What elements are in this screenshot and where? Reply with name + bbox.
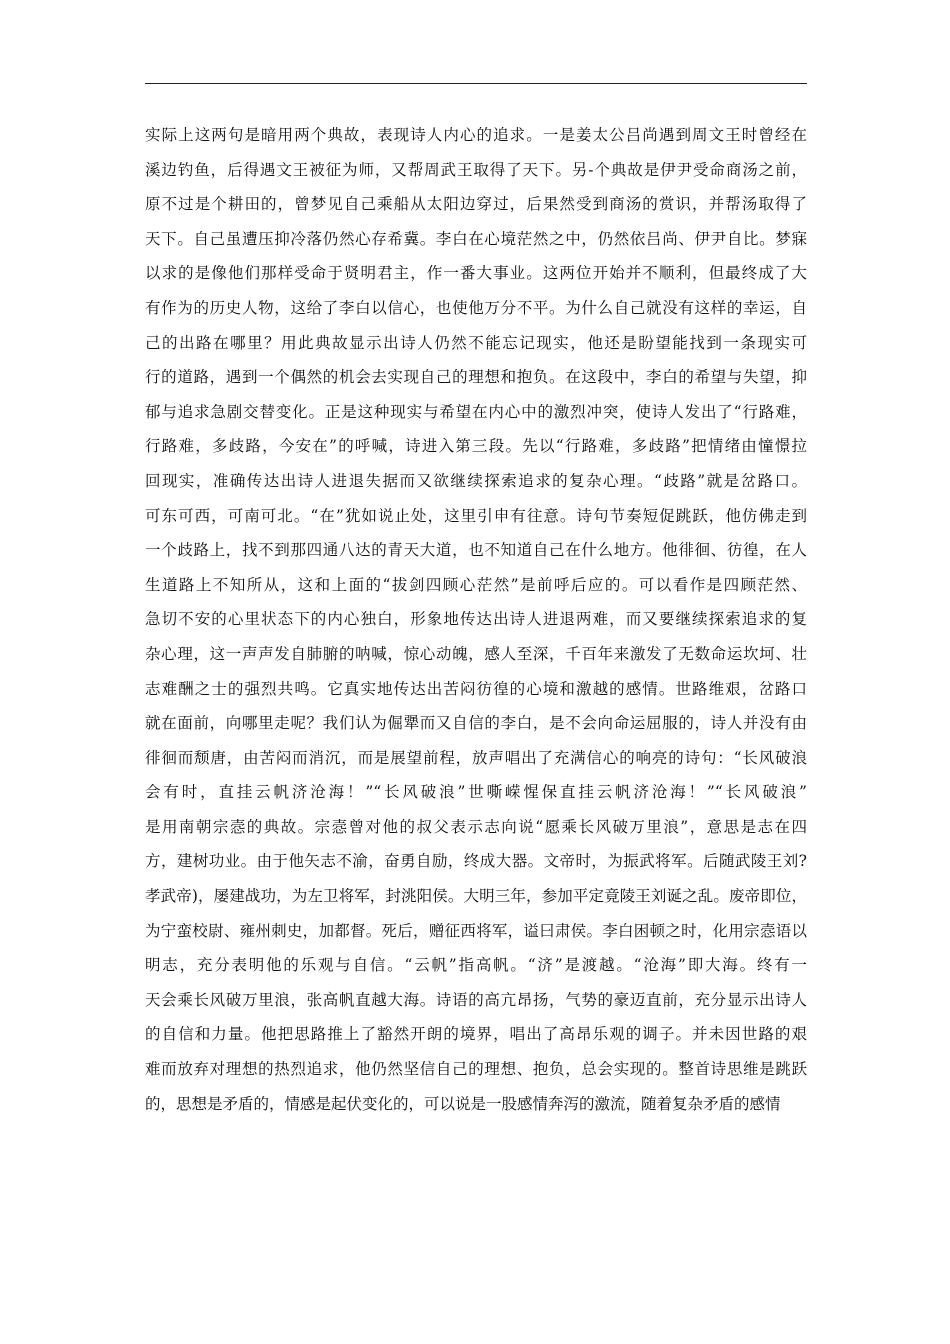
text-line: 行路难，多歧路，今安在”的呼喊，诗进入第三段。先以“行路难，多歧路”把情绪由憧憬拉 (145, 437, 807, 456)
text-line: 己的出路在哪里？用此典故显示出诗人仍然不能忘记现实，他还是盼望能找到一条现实可 (145, 333, 807, 352)
text-line: 的自信和力量。他把思路推上了豁然开朗的境界，唱出了高昂乐观的调子。并未因世路的艰 (145, 1025, 807, 1044)
text-line: 孝武帝)，屡建战功，为左卫将军，封洮阳侯。大明三年，参加平定竟陵王刘诞之乱。废帝即位， (145, 887, 807, 906)
text-line: 杂心理，这一声声发自肺腑的呐喊，惊心动魄，感人至深，千百年来激发了无数命运坎坷、壮 (145, 644, 807, 663)
text-line: 一个歧路上，找不到那四通八达的青天大道，也不知道自己在什么地方。他徘徊、彷徨，在人 (145, 541, 807, 560)
text-line: 可东可西，可南可北。“在”犹如说止处，这里引申有往意。诗句节奏短促跳跃，他仿佛走到 (145, 506, 807, 525)
header-rule (145, 83, 807, 84)
text-line: 方，建树功业。由于他矢志不渝，奋勇自励，终成大器。文帝时，为振武将军。后随武陵王刘? (145, 852, 807, 871)
text-line: 生道路上不知所从，这和上面的“拔剑四顾心茫然”是前呼后应的。可以看作是四顾茫然、 (145, 575, 807, 594)
text-line: 急切不安的心里状态下的内心独白，形象地传达出诗人进退两难，而又要继续探索追求的复 (145, 610, 807, 629)
text-line: 郁与追求急剧交替变化。正是这种现实与希望在内心中的激烈冲突，使诗人发出了“行路难， (145, 402, 807, 421)
text-line: 是用南朝宗悫的典故。宗悫曾对他的叔父表示志向说“愿乘长风破万里浪”，意思是志在四 (145, 817, 807, 836)
text-line: 的，思想是矛盾的，情感是起伏变化的，可以说是一股感情奔泻的激流，随着复杂矛盾的感情 (145, 1094, 781, 1113)
text-line: 就在面前，向哪里走呢？我们认为倔犟而又自信的李白，是不会向命运屈服的，诗人并没有由 (145, 714, 807, 733)
text-line: 原不过是个耕田的，曾梦见自己乘船从太阳边穿过，后果然受到商汤的赏识，并帮汤取得了 (145, 195, 807, 214)
body-text (145, 118, 807, 1121)
text-line: 志难酬之士的强烈共鸣。它真实地传达出苦闷彷徨的心境和激越的感情。世路维艰，岔路口 (145, 679, 807, 698)
text-line: 徘徊而颓唐，由苦闷而消沉，而是展望前程，放声唱出了充满信心的响亮的诗句：“长风破浪 (145, 748, 807, 767)
text-line: 难而放弃对理想的热烈追求，他仍然坚信自己的理想、抱负，总会实现的。整首诗思维是跳跃 (145, 1060, 807, 1079)
text-line: 回现实，准确传达出诗人进退失据而又欲继续探索追求的复杂心理。“歧路”就是岔路口。 (145, 471, 807, 490)
text-line: 实际上这两句是暗用两个典故，表现诗人内心的追求。一是姜太公吕尚遇到周文王时曾经在 (145, 126, 807, 144)
text-line: 有作为的历史人物，这给了李白以信心，也使他万分不平。为什么自己就没有这样的幸运，自 (145, 298, 807, 317)
text-line: 为宁蛮校尉、雍州刺史，加都督。死后，赠征西将军，谥曰肃侯。李白困顿之时，化用宗悫语以 (145, 921, 807, 940)
text-line: 行的道路，遇到一个偶然的机会去实现自己的理想和抱负。在这段中，李白的希望与失望，抑 (145, 368, 807, 387)
text-line: 明志，充分表明他的乐观与自信。“云帆”指高帆。“济”是渡越。“沧海”即大海。终有一 (145, 956, 807, 975)
text-line: 天会乘长风破万里浪，张高帆直越大海。诗语的高亢昂扬，气势的豪迈直前，充分显示出诗人 (145, 990, 807, 1009)
text-line: 会有时，直挂云帆济沧海！”“长风破浪”世嘶嵘惺保直挂云帆济沧海！”“长风破浪” (145, 783, 807, 802)
text-line: 以求的是像他们那样受命于贤明君主，作一番大事业。这两位开始并不顺利，但最终成了大 (145, 264, 807, 283)
text-line: 天下。自己虽遭压抑冷落仍然心存希冀。李白在心境茫然之中，仍然依吕尚、伊尹自比。梦寐 (145, 229, 807, 248)
text-line: 溪边钓鱼，后得遇文王被征为师，又帮周武王取得了天下。另-个典故是伊尹受命商汤之前， (145, 160, 807, 179)
